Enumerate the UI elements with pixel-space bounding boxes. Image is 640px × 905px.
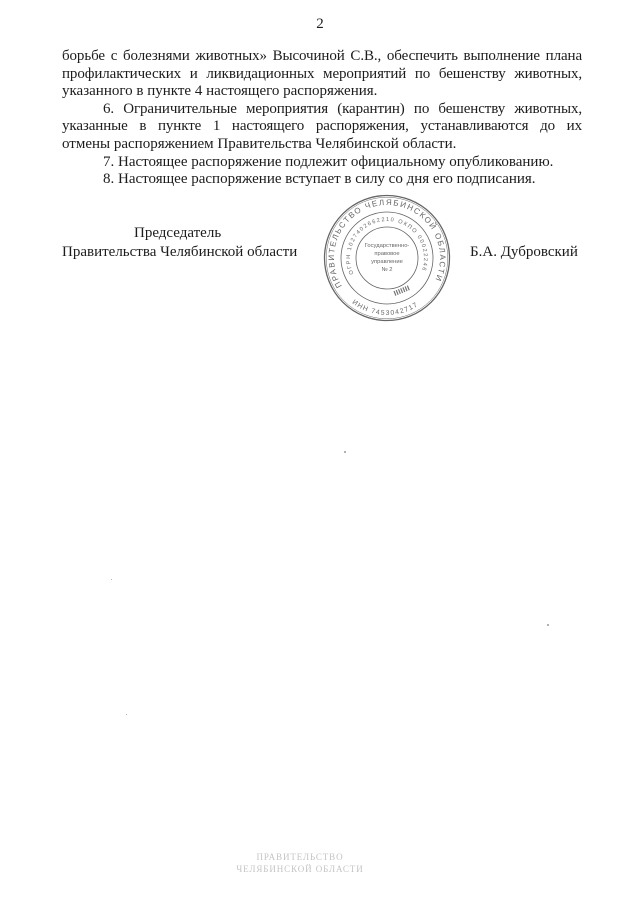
item-6-line: указанные в пункте 1 настоящего распоряжения, устанавливаются до их (62, 118, 582, 135)
paragraph-line: профилактических и ликвидационных мероприятий по бешенству животных, (62, 65, 582, 82)
signatory-position-line2: Правительства Челябинской области (62, 244, 298, 260)
seal-center-line: Государственно- (364, 243, 410, 249)
item-6-line: отмены распоряжением Правительства Челябинской области. (62, 135, 457, 152)
page-number: 2 (316, 16, 324, 32)
seal-outer-ring-label: ПРАВИТЕЛЬСТВО ЧЕЛЯБИНСКОЙ ОБЛАСТИ (326, 197, 448, 290)
official-seal (322, 193, 452, 323)
item-8-line: 8. Настоящее распоряжение вступает в силу со дня его подписания. (103, 171, 536, 188)
seal-center-line: правовое (374, 251, 400, 257)
seal-outer-border-inner (326, 197, 448, 319)
seal-center-line: управление (371, 259, 403, 265)
seal-outer-border (325, 196, 450, 321)
faint-watermark (200, 851, 400, 875)
paragraph-line: указанного в пункте 4 настоящего распоряжения. (62, 83, 378, 100)
signatory-position-line1: Председатель (134, 225, 222, 241)
scan-speck (344, 451, 346, 453)
seal-middle-border (341, 212, 433, 304)
paragraph-line: борьбе с болезнями животных» Высочиной С.В., обеспечить выполнение плана (62, 48, 582, 64)
watermark-line2: ЧЕЛЯБИНСКОЙ ОБЛАСТИ (236, 864, 364, 874)
document-body (62, 48, 582, 189)
scan-speck (547, 624, 549, 626)
scan-speck (126, 714, 127, 715)
item-7-line: 7. Настоящее распоряжение подлежит официальному опубликованию. (103, 153, 554, 170)
signatory-name: Б.А. Дубровский (470, 244, 578, 260)
seal-inner-ring-label: ОГРН 1027402662210 ОКПО 00022246 (345, 216, 429, 276)
scan-speck (111, 579, 112, 580)
item-6-line: 6. Ограничительные мероприятия (карантин) по бешенству животных, (103, 100, 582, 117)
watermark-line1: ПРАВИТЕЛЬСТВО (256, 852, 344, 862)
seal-bottom-ring-label: ИНН 7453042717 (350, 298, 419, 318)
seal-hatch-mark (393, 285, 409, 295)
seal-center-border (356, 227, 418, 289)
seal-center-line: № 2 (381, 267, 393, 273)
